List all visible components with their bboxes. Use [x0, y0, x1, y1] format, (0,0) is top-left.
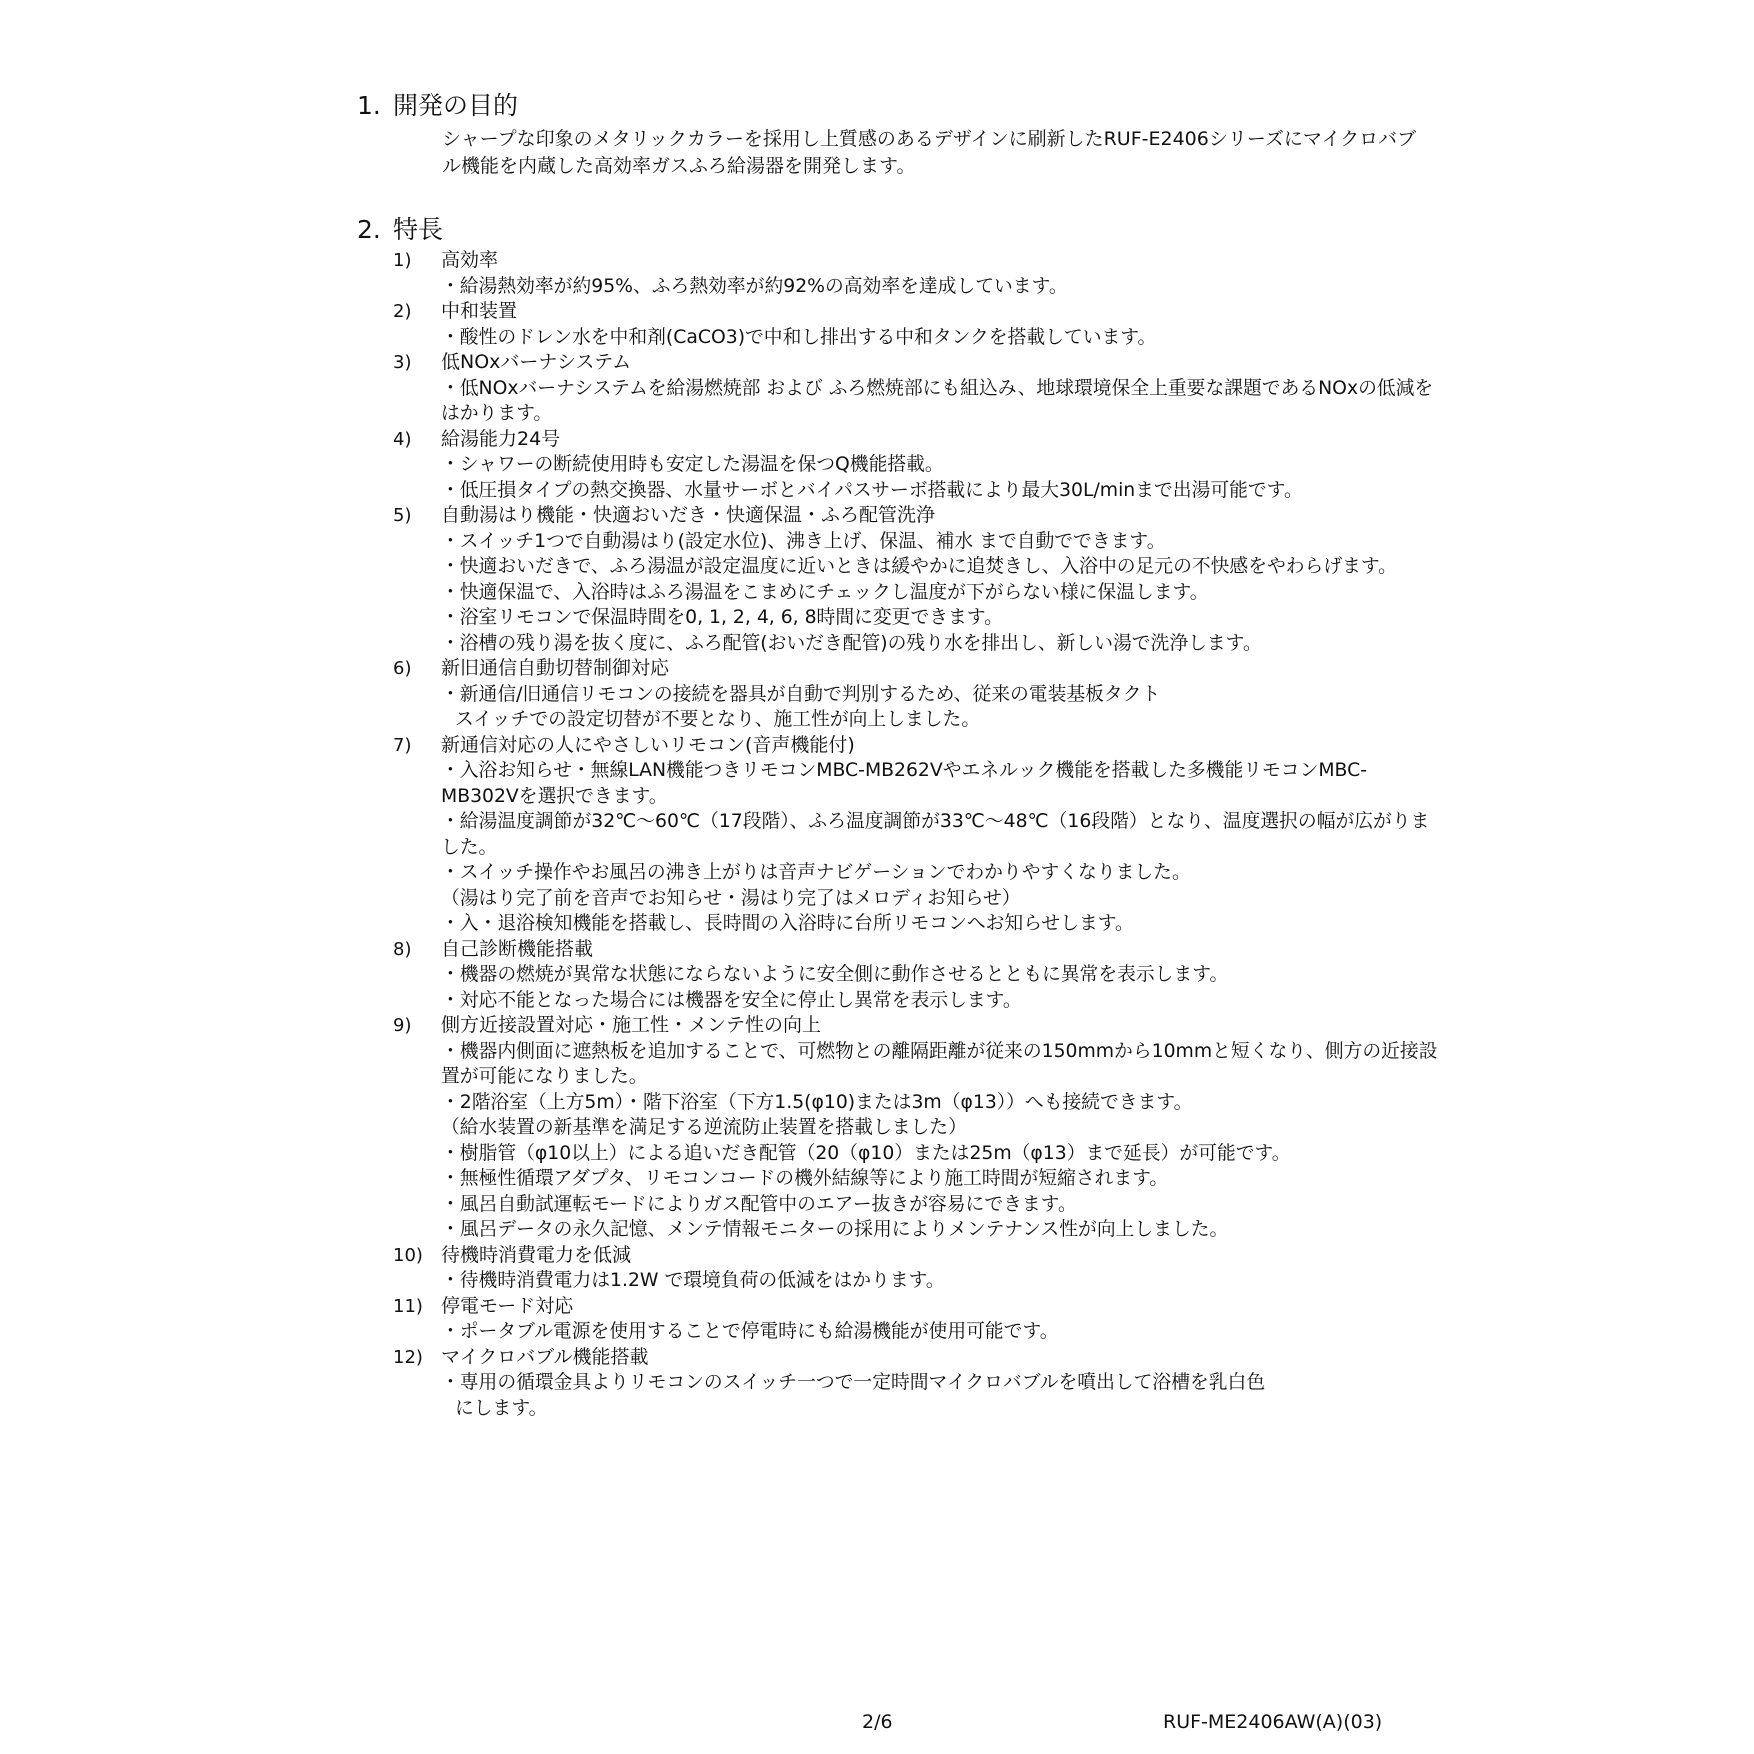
feature-item — [0, 350, 1754, 427]
feature-item — [0, 937, 1754, 1014]
feature-detail: （湯はり完了前を音声でお知らせ・湯はり完了はメロディお知らせ） — [441, 887, 1021, 909]
feature-detail: ・浴槽の残り湯を抜く度に、ふろ配管(おいだき配管)の残り水を排出し、新しい湯で洗浄します。 — [441, 632, 1262, 654]
feature-detail: にします。 — [455, 1397, 548, 1419]
feature-detail: ・樹脂管（φ10以上）による追いだき配管（20（φ10）または25m（φ13）まで延長）が可能です。 — [441, 1142, 1291, 1164]
feature-item — [0, 1294, 1754, 1345]
feature-title: 新通信対応の人にやさしいリモコン(音声機能付) — [441, 733, 855, 756]
feature-detail: ・2階浴室（上方5m）・階下浴室（下方1.5(φ10)または3m（φ13））へも接続できます。 — [441, 1091, 1193, 1113]
feature-number: 11) — [393, 1295, 423, 1317]
feature-number: 8) — [393, 938, 412, 960]
section-2-number: 2. — [357, 215, 381, 244]
feature-detail: ・酸性のドレン水を中和剤(CaCO3)で中和し排出する中和タンクを搭載しています。 — [441, 326, 1157, 348]
feature-number: 10) — [393, 1244, 423, 1266]
feature-detail: ・スイッチ1つで自動湯はり(設定水位)、沸き上げ、保温、補水 まで自動でできます。 — [441, 530, 1166, 552]
section-2-heading — [357, 214, 443, 246]
section-1-title: 開発の目的 — [393, 91, 519, 120]
section-2-title: 特長 — [393, 215, 444, 244]
feature-title: 中和装置 — [441, 300, 518, 322]
feature-detail: スイッチでの設定切替が不要となり、施工性が向上しました。 — [455, 709, 981, 730]
page-number: 2/6 — [862, 1711, 893, 1733]
feature-number: 7) — [393, 734, 412, 756]
feature-detail: ・入・退浴検知機能を搭載し、長時間の入浴時に台所リモコンへお知らせします。 — [441, 913, 1134, 934]
feature-detail: ・待機時消費電力は1.2W で環境負荷の低減をはかります。 — [441, 1270, 945, 1291]
feature-detail: ・浴室リモコンで保温時間を0, 1, 2, 4, 6, 8時間に変更できます。 — [441, 607, 1003, 628]
feature-detail: ・給湯温度調節が32℃～60℃（17段階）、ふろ温度調節が33℃～48℃（16段階）となり、温度選択の幅が広がりました。 — [441, 811, 1430, 858]
section-1-heading — [357, 90, 518, 122]
feature-number: 5) — [393, 505, 412, 526]
feature-item — [0, 1243, 1754, 1294]
feature-detail: ・シャワーの断続使用時も安定した湯温を保つQ機能搭載。 — [441, 454, 944, 475]
feature-detail: （給水装置の新基準を満足する逆流防止装置を搭載しました） — [441, 1117, 967, 1138]
feature-number: 3) — [393, 352, 412, 373]
section-1-number: 1. — [357, 91, 381, 120]
feature-item — [0, 1345, 1754, 1422]
feature-detail: ・機器の燃焼が異常な状態にならないように安全側に動作させるとともに異常を表示します。 — [441, 964, 1229, 985]
document-code: RUF-ME2406AW(A)(03) — [1163, 1711, 1383, 1733]
feature-item — [0, 248, 1754, 299]
feature-detail: ・ポータブル電源を使用することで停電時にも給湯機能が使用可能です。 — [441, 1321, 1059, 1342]
feature-detail: ・給湯熱効率が約95%、ふろ熱効率が約92%の高効率を達成しています。 — [441, 275, 1068, 297]
feature-detail: ・入浴お知らせ・無線LAN機能つきリモコンMBC-MB262Vやエネルック機能を搭載した多機能リモコンMBC-MB302Vを選択できます。 — [441, 760, 1367, 807]
feature-title: 低NOxバーナシステム — [441, 351, 632, 373]
feature-title: 自動湯はり機能・快適おいだき・快適保温・ふろ配管洗浄 — [441, 504, 936, 526]
feature-title: 高効率 — [441, 249, 499, 271]
feature-detail: ・機器内側面に遮熱板を追加することで、可燃物との離隔距離が従来の150mmから10mmと短くなり、側方の近接設置が可能になりました。 — [441, 1040, 1438, 1087]
feature-item — [0, 1013, 1754, 1243]
feature-title: マイクロバブル機能搭載 — [441, 1345, 649, 1368]
feature-detail: ・専用の循環金具よりリモコンのスイッチ一つで一定時間マイクロバブルを噴出して浴槽を乳白色 — [441, 1372, 1266, 1393]
feature-detail: ・新通信/旧通信リモコンの接続を器具が自動で判別するため、従来の電装基板タクト — [441, 683, 1161, 705]
feature-title: 停電モード対応 — [441, 1294, 574, 1317]
feature-detail: ・無極性循環アダプタ、リモコンコードの機外結線等により施工時間が短縮されます。 — [441, 1168, 1169, 1189]
feature-item — [0, 299, 1754, 350]
feature-item — [0, 656, 1754, 733]
feature-item — [0, 427, 1754, 504]
feature-detail: ・対応不能となった場合には機器を安全に停止し異常を表示します。 — [441, 989, 1022, 1011]
feature-item — [0, 503, 1754, 656]
feature-item — [0, 733, 1754, 937]
feature-number: 2) — [393, 301, 412, 322]
feature-title: 新旧通信自動切替制御対応 — [441, 657, 670, 679]
feature-detail: ・風呂データの永久記憶、メンテ情報モニターの採用によりメンテナンス性が向上しました。 — [441, 1219, 1229, 1240]
feature-detail: ・風呂自動試運転モードによりガス配管中のエアー抜きが容易にできます。 — [441, 1193, 1077, 1215]
feature-number: 6) — [393, 658, 412, 679]
feature-number: 4) — [393, 428, 412, 450]
feature-detail: ・快適おいだきで、ふろ湯温が設定温度に近いときは緩やかに追焚きし、入浴中の足元の不快感をやわらげます。 — [441, 556, 1397, 577]
feature-number: 12) — [393, 1346, 423, 1368]
section-1-text: シャープな印象のメタリックカラーを採用し上質感のあるデザインに刷新したRUF-E2406シリーズにマイクロバブル機能を内蔵した高効率ガスふろ給湯器を開発します。 — [442, 128, 1417, 177]
feature-number: 1) — [393, 250, 412, 271]
feature-title: 側方近接設置対応・施工性・メンテ性の向上 — [441, 1014, 822, 1036]
feature-list — [0, 248, 1754, 1421]
feature-title: 給湯能力24号 — [441, 427, 561, 450]
feature-title: 自己診断機能搭載 — [441, 937, 594, 960]
feature-detail: ・快適保温で、入浴時はふろ湯温をこまめにチェックし温度が下がらない様に保温します。 — [441, 581, 1209, 603]
feature-detail: ・スイッチ操作やお風呂の沸き上がりは音声ナビゲーションでわかりやすくなりました。 — [441, 862, 1191, 883]
feature-title: 待機時消費電力を低減 — [441, 1243, 632, 1266]
feature-number: 9) — [393, 1015, 412, 1036]
feature-detail: ・低NOxバーナシステムを給湯燃焼部 および ふろ燃焼部にも組込み、地球環境保全上重要な課題であるNOxの低減をはかります。 — [441, 377, 1434, 424]
feature-detail: ・低圧損タイプの熱交換器、水量サーボとバイパスサーボ搭載により最大30L/minまで出湯可能です。 — [441, 479, 1303, 501]
